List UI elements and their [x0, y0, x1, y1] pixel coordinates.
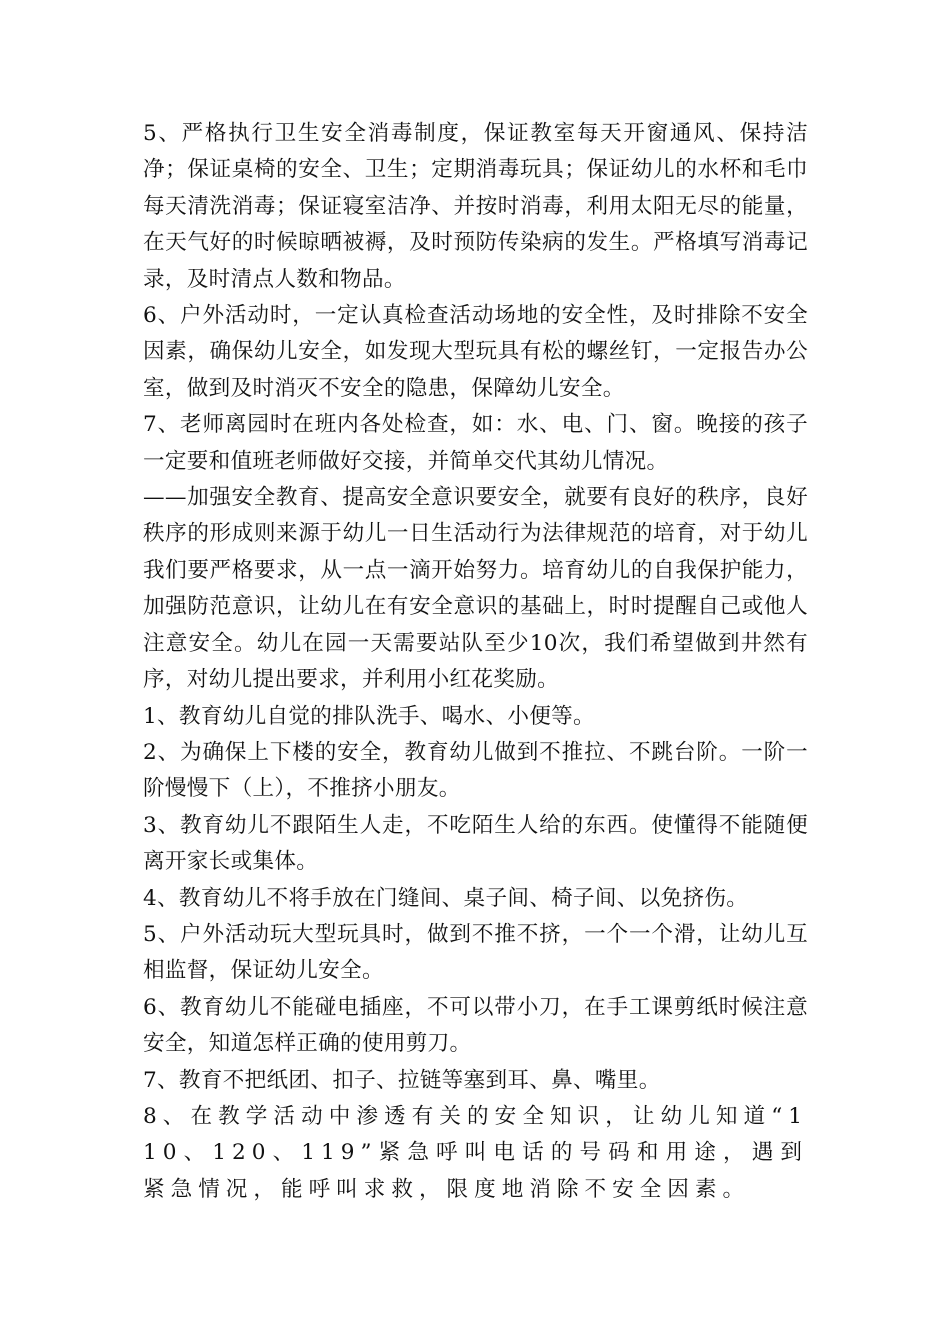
- paragraph-electric-scissors: 6、教育幼儿不能碰电插座，不可以带小刀，在手工课剪纸时候注意安全，知道怎样正确的使用剪刀。: [143, 994, 808, 1057]
- paragraph-queue-washing: 1、教育幼儿自觉的排队洗手、喝水、小便等。: [143, 703, 595, 729]
- paragraph-pinch-prevention: 4、教育幼儿不将手放在门缝间、桌子间、椅子间、以免挤伤。: [143, 885, 749, 911]
- paragraph-outdoor-inspection: 6、户外活动时，一定认真检查活动场地的安全性，及时排除不安全因素，确保幼儿安全，如发现大型玩具有松的螺丝钉，一定报告办公室，做到及时消灭不安全的隐患，保障幼儿安全。: [143, 303, 808, 401]
- paragraph-stairs-safety: 2、为确保上下楼的安全，教育幼儿做到不推拉、不跳台阶。一阶一阶慢慢下（上），不推挤小朋友。: [143, 739, 808, 802]
- document-page: [143, 116, 808, 1208]
- paragraph-outdoor-toys: 5、户外活动玩大型玩具时，做到不推不挤，一个一个滑，让幼儿互相监督，保证幼儿安全。: [143, 921, 808, 984]
- paragraph-strangers: 3、教育幼儿不跟陌生人走，不吃陌生人给的东西。使懂得不能随便离开家长或集体。: [143, 812, 808, 875]
- paragraph-emergency-numbers: 8、在教学活动中渗透有关的安全知识，让幼儿知道“110、120、119”紧急呼叫电话的号码和用途，遇到紧急情况，能呼叫求救，限度地消除不安全因素。: [143, 1103, 808, 1202]
- paragraph-small-objects: 7、教育不把纸团、扣子、拉链等塞到耳、鼻、嘴里。: [143, 1067, 661, 1093]
- paragraph-safety-education: ——加强安全教育、提高安全意识要安全，就要有良好的秩序，良好秩序的形成则来源于幼儿一日生活动行为法律规范的培育，对于幼儿我们要严格要求，从一点一滴开始努力。培育幼儿的自我保护能力，加强防范意识，让幼儿在有安全意识的基础上，时时提醒自己或他人注意安全。幼儿在园一天需要站队至少10次，我们希望做到井然有序，对幼儿提出要求，并利用小红花奖励。: [143, 485, 808, 693]
- paragraph-hygiene-disinfection: 5、严格执行卫生安全消毒制度，保证教室每天开窗通风、保持洁净；保证桌椅的安全、卫生；定期消毒玩具；保证幼儿的水杯和毛巾每天清洗消毒；保证寝室洁净、并按时消毒，利用太阳无尽的能量，在天气好的时候晾晒被褥，及时预防传染病的发生。严格填写消毒记录，及时清点人数和物品。: [143, 121, 808, 292]
- paragraph-leaving-check: 7、老师离园时在班内各处检查，如：水、电、门、窗。晚接的孩子一定要和值班老师做好交接，并简单交代其幼儿情况。: [143, 412, 808, 474]
